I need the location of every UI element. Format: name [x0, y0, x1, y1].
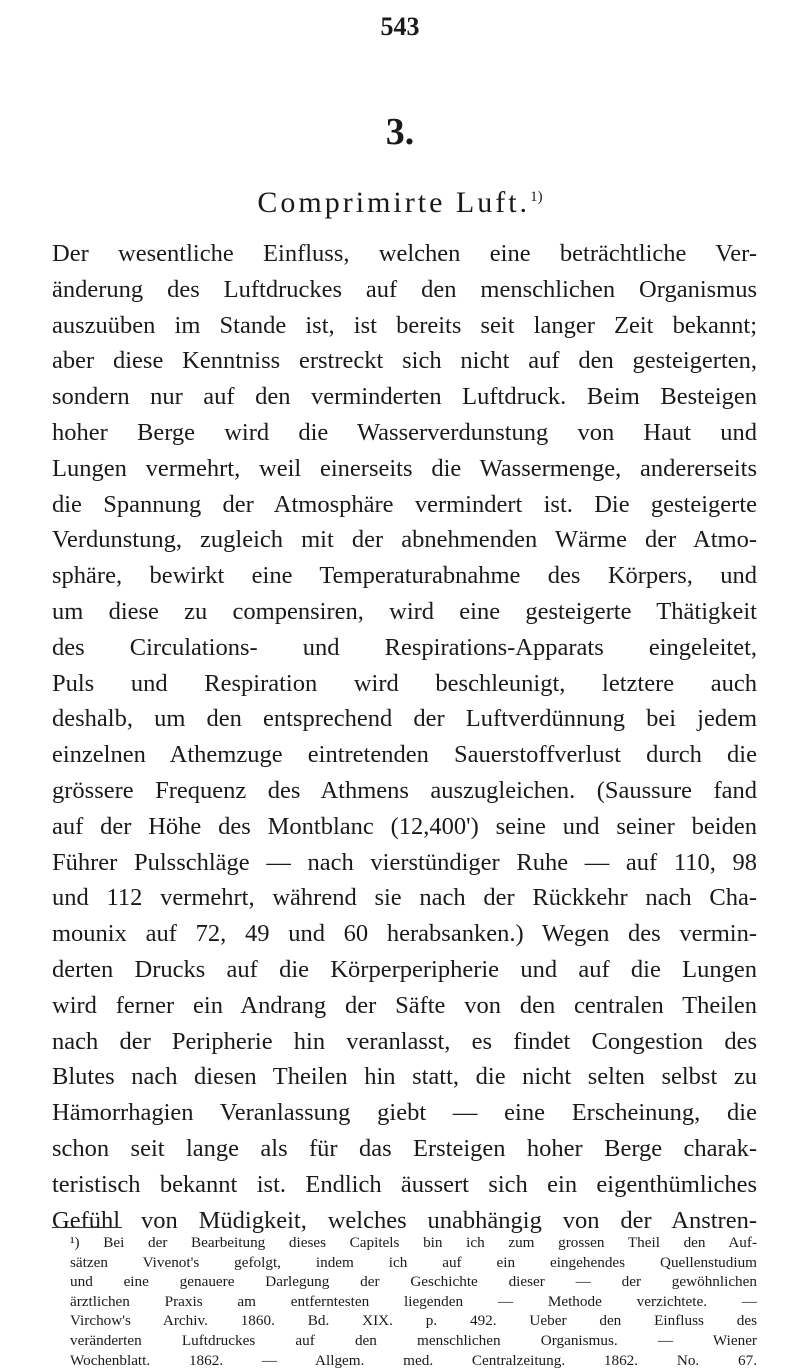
footnote [52, 1233, 757, 1370]
footnote-reference: 1) [530, 189, 543, 205]
body-line: auf der Höhe des Montblanc (12,400') seine und seiner beiden [52, 812, 757, 840]
body-line: Blutes nach diesen Theilen hin statt, die nicht selten selbst zu [52, 1063, 757, 1091]
body-line: Der wesentliche Einfluss, welchen eine beträchtliche Ver- [52, 240, 757, 267]
chapter-title-text: Comprimirte Luft. [257, 186, 531, 219]
footnote-line: veränderten Luftdruckes auf den menschlichen Organismus. — Wiener [70, 1331, 757, 1349]
footnote-line: sätzen Vivenot's gefolgt, indem ich auf ein eingehendes Quellenstudium [70, 1253, 757, 1271]
body-line: nach der Peripherie hin veranlasst, es findet Congestion des [52, 1027, 757, 1055]
body-line: mounix auf 72, 49 und 60 herabsanken.) Wegen des vermin- [52, 920, 757, 948]
body-line: Puls und Respiration wird beschleunigt, letztere auch [52, 669, 757, 697]
footnote-separator [52, 1227, 122, 1228]
body-line: grössere Frequenz des Athmens auszugleichen. (Saussure fand [52, 776, 757, 804]
body-line: und 112 vermehrt, während sie nach der Rückkehr nach Cha- [52, 884, 757, 912]
body-line: die Spannung der Atmosphäre vermindert ist. Die gesteigerte [52, 490, 757, 518]
body-line: des Circulations- und Respirations-Apparats eingeleitet, [52, 633, 757, 661]
body-line: Lungen vermehrt, weil einerseits die Wassermenge, andererseits [52, 454, 757, 482]
body-line: sphäre, bewirkt eine Temperaturabnahme des Körpers, und [52, 562, 757, 590]
body-line: aber diese Kenntniss erstreckt sich nicht auf den gesteigerten, [52, 347, 757, 375]
page-number: 543 [380, 12, 420, 41]
body-line: um diese zu compensiren, wird eine gesteigerte Thätigkeit [52, 597, 757, 625]
body-line: derten Drucks auf die Körperperipherie und auf die Lungen [52, 955, 757, 983]
body-line: sondern nur auf den verminderten Luftdruck. Beim Besteigen [52, 383, 757, 411]
footnote-line: Virchow's Archiv. 1860. Bd. XIX. p. 492. Ueber den Einfluss des [70, 1312, 757, 1330]
footnote-line: ¹) Bei der Bearbeitung dieses Capitels bin ich zum grossen Theil den Auf- [70, 1234, 757, 1251]
body-text [52, 236, 757, 1238]
body-line: deshalb, um den entsprechend der Luftverdünnung bei jedem [52, 705, 757, 733]
body-line: Hämorrhagien Veranlassung giebt — eine Erscheinung, die [52, 1099, 757, 1127]
body-line: Verdunstung, zugleich mit der abnehmenden Wärme der Atmo- [52, 526, 757, 554]
body-line: wird ferner ein Andrang der Säfte von den centralen Theilen [52, 991, 757, 1019]
body-line: Gefühl von Müdigkeit, welches unabhängig von der Anstren- [52, 1206, 757, 1234]
chapter-title [0, 186, 800, 220]
footnote-line: Wochenblatt. 1862. — Allgem. med. Centralzeitung. 1862. No. 67. [70, 1351, 757, 1369]
body-line: änderung des Luftdruckes auf den menschlichen Organismus [52, 275, 757, 303]
body-line: hoher Berge wird die Wasserverdunstung von Haut und [52, 418, 757, 446]
body-line: auszuüben im Stande ist, ist bereits seit langer Zeit bekannt; [52, 311, 757, 339]
body-line: Führer Pulsschläge — nach vierstündiger Ruhe — auf 110, 98 [52, 848, 757, 876]
body-line: einzelnen Athemzuge eintretenden Sauerstoffverlust durch die [52, 741, 757, 769]
section-number: 3. [385, 111, 415, 153]
footnote-line: und eine genauere Darlegung der Geschichte dieser — der gewöhnlichen [70, 1273, 757, 1291]
body-line: schon seit lange als für das Ersteigen hoher Berge charak- [52, 1134, 757, 1162]
footnote-line: ärztlichen Praxis am entferntesten liegenden — Methode verzichtete. — [70, 1292, 757, 1310]
body-line: teristisch bekannt ist. Endlich äussert sich ein eigenthümliches [52, 1170, 757, 1198]
